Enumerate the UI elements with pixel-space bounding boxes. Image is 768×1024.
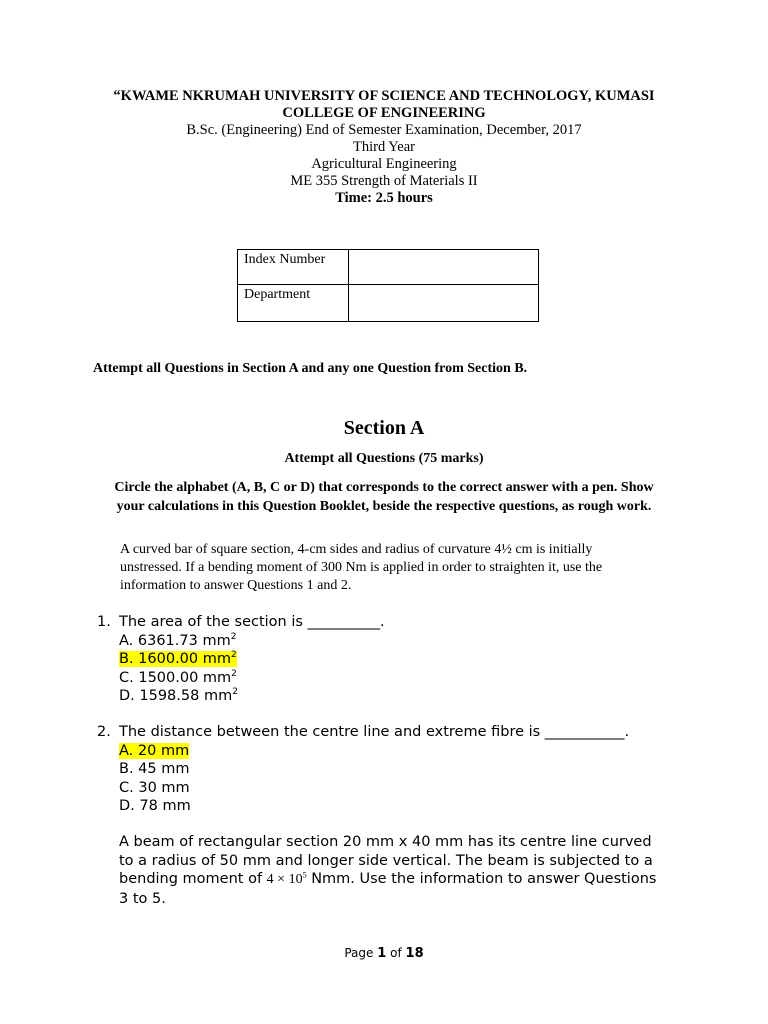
highlighted-answer: A. 20 mm [119,742,190,759]
answer-instruction-line: your calculations in this Question Booklet, beside the respective questions, as rough work. [116,498,652,514]
question-2 [97,723,629,816]
course-title: ME 355 Strength of Materials II [290,173,478,189]
section-title: Section A [343,417,425,439]
total-pages: 18 [405,946,424,961]
unit-exponent: 2 [232,687,238,698]
university-name: “KWAME NKRUMAH UNIVERSITY OF SCIENCE AND TECHNOLOGY, KUMASI [113,88,655,104]
question-number: 2. [97,724,111,740]
option-b[interactable] [119,650,385,669]
option-c[interactable]: C. 30 mm [119,779,190,796]
answer-instruction-line: Circle the alphabet (A, B, C or D) that corresponds to the correct answer with a pen. Show [114,480,654,495]
unit-exponent: 2 [231,668,237,679]
section-subtitle: Attempt all Questions (75 marks) [284,451,484,466]
stem-line: 3 to 5. [119,890,166,907]
year-level: Third Year [352,139,416,155]
exam-title: B.Sc. (Engineering) End of Semester Examination, December, 2017 [186,122,582,138]
of-word: of [390,946,402,960]
unit-exponent: 2 [231,650,237,661]
bending-moment-value: $4 \times 10^5$ [266,870,307,887]
stem-line: unstressed. If a bending moment of 300 Nm is applied in order to straighten it, use the [120,560,603,575]
answer-instruction [0,479,768,516]
option-b[interactable]: B. 45 mm [119,761,190,777]
department-field[interactable] [349,285,539,322]
unit-exponent: 2 [230,631,237,642]
index-number-field[interactable] [349,250,539,285]
page-footer [0,946,768,961]
question-number: 1. [97,614,111,630]
highlighted-answer: B. 1600.00 $mm^2$ [119,650,237,667]
stem-line: A beam of rectangular section 20 mm x 40 mm has its centre line curved [119,834,652,850]
option-a[interactable]: A. 6361.73 $mm^2$ [119,631,237,649]
question-stem-3-5 [119,833,656,908]
stem-line: bending moment of $4 \times 10^5$ Nmm. Use the information to answer Questions [119,870,657,887]
page-number: 1 [377,946,387,961]
option-d[interactable]: D. 78 mm [119,798,191,814]
option-d[interactable]: D. 1598.58 $mm^2$ [119,687,238,704]
exam-duration: Time: 2.5 hours [335,190,433,206]
option-c[interactable]: C. 1500.00 $mm^2$ [119,668,237,686]
general-instruction: Attempt all Questions in Section A and any one Question from Section B. [93,361,528,376]
page-word: Page [344,946,374,960]
stem-line: information to answer Questions 1 and 2. [120,578,352,593]
stem-line: to a radius of 50 mm and longer side vertical. The beam is subjected to a [119,852,653,869]
college-name: COLLEGE OF ENGINEERING [282,105,486,121]
candidate-info-table [237,249,539,322]
question-1 [97,613,385,706]
question-text: The distance between the centre line and extreme fibre is ___________. [119,724,630,740]
index-number-label: Index Number [238,250,349,285]
stem-line: A curved bar of square section, 4-cm sides and radius of curvature 4½ cm is initially [120,542,593,557]
table-row [238,250,539,285]
table-row [238,285,539,322]
option-a[interactable] [119,742,629,761]
department-name: Agricultural Engineering [311,156,457,172]
department-label: Department [238,285,349,322]
exam-header [0,88,768,207]
question-text: The area of the section is __________. [119,614,385,630]
question-stem-1-2 [120,541,602,595]
